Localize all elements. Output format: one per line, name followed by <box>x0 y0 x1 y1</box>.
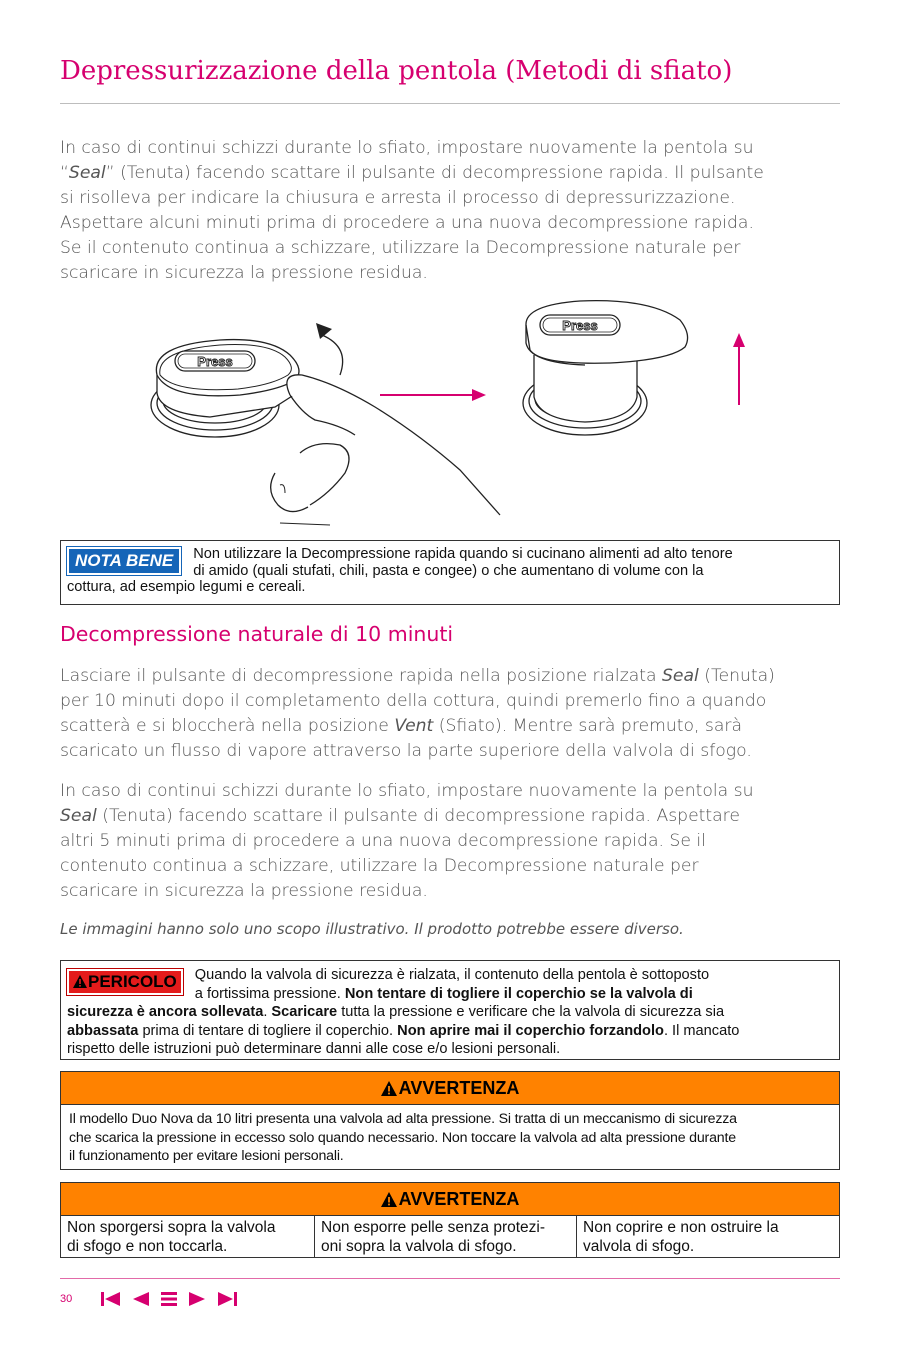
right-press-label: Press <box>562 318 598 333</box>
footer-divider <box>60 1278 840 1279</box>
warning-column: Non coprire e non ostruire la valvola di sfogo. <box>576 1216 839 1258</box>
warning-header: AVVERTENZA <box>61 1072 839 1105</box>
intro-paragraph: In caso di continui schizzi durante lo sfiato, impostare nuovamente la pentola su “Seal” (Tenuta) facendo scattare il pulsante di decompressione rapida. Il pulsante si risolleva per indicare la chiusura e arresta il processo di depressurizzazione. Aspettare alcuni minuti prima di procedere a una nuova decompressione rapida. Se il contenuto continua a schizzare, utilizzare la Decompressione naturale per scaricare in sicurezza la pressione residua. <box>60 138 764 283</box>
warning-column: Non esporre pelle senza protezi- oni sopra la valvola di sfogo. <box>314 1216 576 1258</box>
first-page-icon[interactable] <box>100 1291 122 1307</box>
warning-triangle-icon <box>381 1192 397 1207</box>
danger-box: PERICOLO Quando la valvola di sicurezza è rialzata, il contenuto della pentola è sottoposto a fortissima pressione. Non tentare di togliere il coperchio se la valvola di sicurezza è ancora sollevata. Scaricare tutta la pressione e verificare che la valvola di sicurezza sia abbassata prima di tentare di togliere il coperchio. Non aprire mai il coperchio forzandolo. Il mancato rispetto delle istruzioni può determinare danni alle cose e/o lesioni personali. <box>60 960 840 1060</box>
warning-column: Non sporgersi sopra la valvola di sfogo e non toccarla. <box>67 1219 276 1255</box>
danger-badge: PERICOLO <box>67 969 183 995</box>
next-page-icon[interactable] <box>188 1291 206 1307</box>
warning-header: AVVERTENZA <box>61 1183 839 1216</box>
section-heading: Decompressione naturale di 10 minuti <box>60 622 454 646</box>
arrow-icon <box>380 389 486 401</box>
last-page-icon[interactable] <box>216 1291 238 1307</box>
natural-release-paragraph-2: In caso di continui schizzi durante lo sfiato, impostare nuovamente la pentola su Seal (Tenuta) facendo scattare il pulsante di decompressione rapida. Aspettare altri 5 minuti prima di procedere a una nuova decompressione rapida. Se il contenuto continua a schizzare, utilizzare la Decompressione naturale per scaricare in sicurezza la pressione residua. <box>60 781 754 901</box>
quick-release-illustration <box>140 295 760 530</box>
natural-release-paragraph-1: Lasciare il pulsante di decompressione rapida nella posizione rialzata Seal (Tenuta) per 10 minuti dopo il completamento della cottura, quindi premerlo fino a quando scatterà e si bloccherà nella posizione Vent (Sfiato). Mentre sarà premuto, sarà scaricato un flusso di vapore attraverso la parte superiore della valvola di sfogo. <box>60 666 775 761</box>
page-navigation <box>100 1291 238 1307</box>
warning-box-high-pressure <box>60 1071 840 1170</box>
previous-page-icon[interactable] <box>132 1291 150 1307</box>
warning-triangle-icon <box>381 1081 397 1096</box>
note-box: NOTA BENE Non utilizzare la Decompressione rapida quando si cucinano alimenti ad alto tenore di amido (quali stufati, chili, pasta e congee) o che aumentano di volume con la cottura, ad esempio legumi e cereali. <box>60 540 840 605</box>
page-footer <box>60 1288 238 1310</box>
title-divider <box>60 103 840 104</box>
menu-icon[interactable] <box>160 1291 178 1307</box>
warning-text: Il modello Duo Nova da 10 litri presenta una valvola ad alta pressione. Si tratta di un meccanismo di sicurezza che scarica la pressione in eccesso solo quando necessario. Non toccare la valvola ad alta pressione durante il funzionamento per evitare lesioni personali. <box>69 1111 737 1164</box>
warning-box-valve <box>60 1182 840 1258</box>
page-number: 30 <box>60 1293 73 1305</box>
arrow-icon <box>733 333 745 405</box>
page-title: Depressurizzazione della pentola (Metodi di sfiato) <box>60 56 733 86</box>
warning-triangle-icon <box>73 975 87 988</box>
illustration-caption: Le immagini hanno solo uno scopo illustrativo. Il prodotto potrebbe essere diverso. <box>60 920 684 938</box>
note-badge: NOTA BENE <box>67 547 181 575</box>
left-press-label: Press <box>197 354 233 369</box>
